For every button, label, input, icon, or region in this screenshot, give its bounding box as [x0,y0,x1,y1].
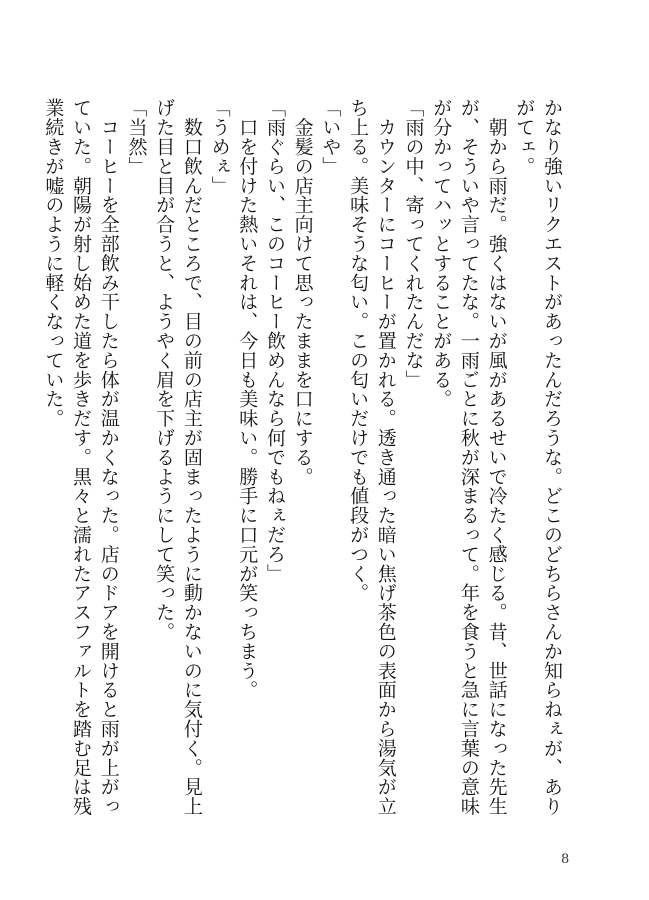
page-number: 8 [561,852,570,867]
dialogue-line: 「当然」 [125,98,148,176]
paragraph: 朝から雨だ。強くはないが風があるせいで冷たく感じる。昔、世話になった先生が、そういや言ってたな。一雨ごとに秋が深まるって。年を食うと急に言葉の意味が分かってハッとすることがある。 [430,98,508,816]
dialogue-line: 「雨ぐらい、このコーヒー飲めんなら何でもねぇだろ」 [263,98,286,583]
paragraph: 金髪の店主向けて思ったままを口にする。 [291,98,314,486]
dialogue-line: 「雨の中、寄ってくれたんだな」 [402,98,425,389]
paragraph: コーヒーを全部飲み干したら体が温かくなった。店のドアを開けると雨が上がっていた。朝陽が射し始めた道を歩きだす。黒々と濡れたアスファルトを踏む足は残業続きが嘘のように軽くなっていた。 [42,98,120,816]
body-text [42,98,565,828]
dialogue-line: 「いや」 [319,98,342,176]
dialogue-line: 「うめぇ」 [208,98,231,195]
paragraph: カウンターにコーヒーが置かれる。透き通った暗い焦げ茶色の表面から湯気が立ち上る。美味そうな匂い。この匂いだけでも値段がつく。 [347,98,397,816]
paragraph: 口を付けた熱いそれは、今日も美味い。勝手に口元が笑っちまう。 [236,98,259,700]
paragraph: かなり強いリクエストがあったんだろうな。どこのどちらさんか知らねぇが、ありがてェ。 [513,98,563,816]
paragraph: 数口飲んだところで、目の前の店主が固まったように動かないのに気付く。見上げた目と目が合うと、ようやく眉を下げるようにして笑った。 [153,98,203,816]
